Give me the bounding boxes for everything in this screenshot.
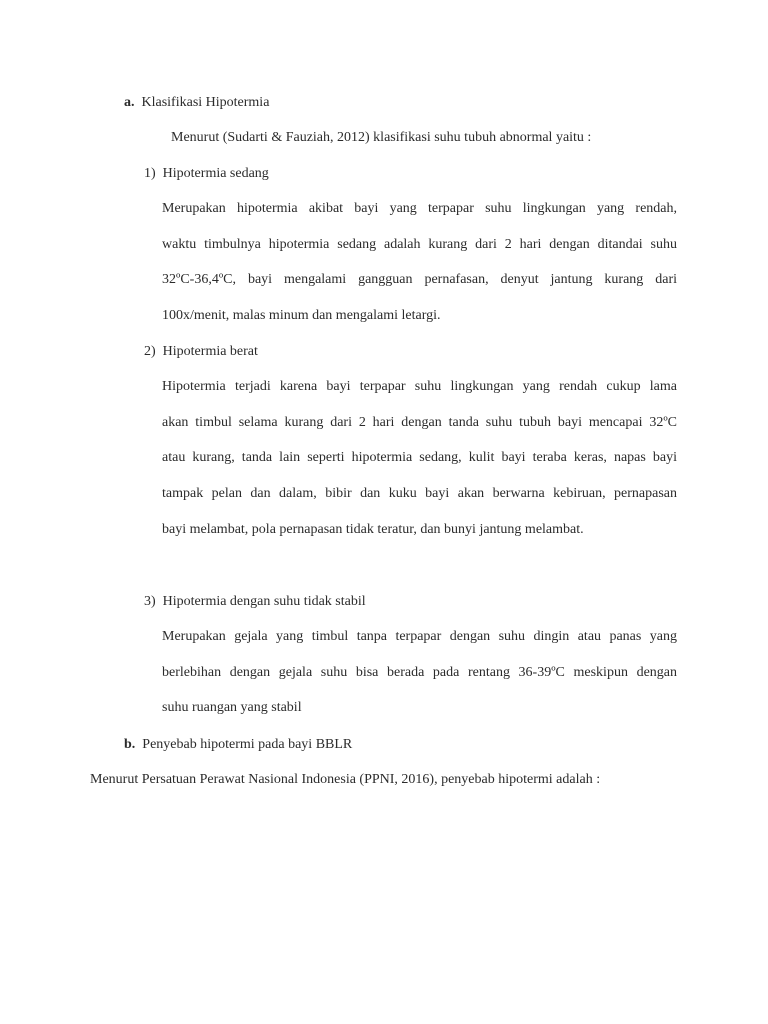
item-3-heading bbox=[144, 593, 366, 611]
item-1-heading bbox=[144, 165, 269, 183]
item-2-heading bbox=[144, 343, 258, 361]
section-b-intro: Menurut Persatuan Perawat Nasional Indonesia (PPNI, 2016), penyebab hipotermi adalah : bbox=[90, 772, 601, 787]
item-2-title: Hipotermia berat bbox=[162, 344, 258, 359]
section-b-title: Penyebab hipotermi pada bayi BBLR bbox=[142, 737, 353, 752]
item-2-line-1: Hipotermia terjadi karena bayi terpapar suhu lingkungan yang rendah cukup lama bbox=[162, 379, 677, 394]
item-1-title: Hipotermia sedang bbox=[162, 166, 269, 181]
section-b-marker: b. bbox=[124, 737, 136, 752]
section-a-heading bbox=[124, 94, 269, 112]
section-a-title: Klasifikasi Hipotermia bbox=[141, 95, 270, 110]
section-a-marker: a. bbox=[124, 95, 135, 110]
item-2-line-4: tampak pelan dan dalam, bibir dan kuku bayi akan berwarna kebiruan, pernapasan bbox=[162, 486, 677, 501]
item-3-line-3: suhu ruangan yang stabil bbox=[162, 700, 302, 715]
item-1-marker: 1) bbox=[144, 166, 156, 181]
item-2-line-5: bayi melambat, pola pernapasan tidak teratur, dan bunyi jantung melambat. bbox=[162, 522, 584, 537]
item-1-line-3: 32ºC-36,4ºC, bayi mengalami gangguan pernafasan, denyut jantung kurang dari bbox=[162, 272, 677, 287]
item-3-line-1: Merupakan gejala yang timbul tanpa terpapar dengan suhu dingin atau panas yang bbox=[162, 629, 677, 644]
section-b-heading bbox=[124, 736, 352, 754]
item-3-title: Hipotermia dengan suhu tidak stabil bbox=[162, 594, 366, 609]
item-2-line-2: akan timbul selama kurang dari 2 hari dengan tanda suhu tubuh bayi mencapai 32ºC bbox=[162, 415, 677, 430]
item-1-line-2: waktu timbulnya hipotermia sedang adalah kurang dari 2 hari dengan ditandai suhu bbox=[162, 237, 677, 252]
item-1-line-4: 100x/menit, malas minum dan mengalami letargi. bbox=[162, 308, 441, 323]
item-3-line-2: berlebihan dengan gejala suhu bisa berada pada rentang 36-39ºC meskipun dengan bbox=[162, 665, 677, 680]
item-1-line-1: Merupakan hipotermia akibat bayi yang terpapar suhu lingkungan yang rendah, bbox=[162, 201, 677, 216]
item-2-line-3: atau kurang, tanda lain seperti hipotermia sedang, kulit bayi teraba keras, napas bayi bbox=[162, 450, 677, 465]
section-a-intro: Menurut (Sudarti & Fauziah, 2012) klasifikasi suhu tubuh abnormal yaitu : bbox=[171, 130, 592, 145]
item-3-marker: 3) bbox=[144, 594, 156, 609]
item-2-marker: 2) bbox=[144, 344, 156, 359]
